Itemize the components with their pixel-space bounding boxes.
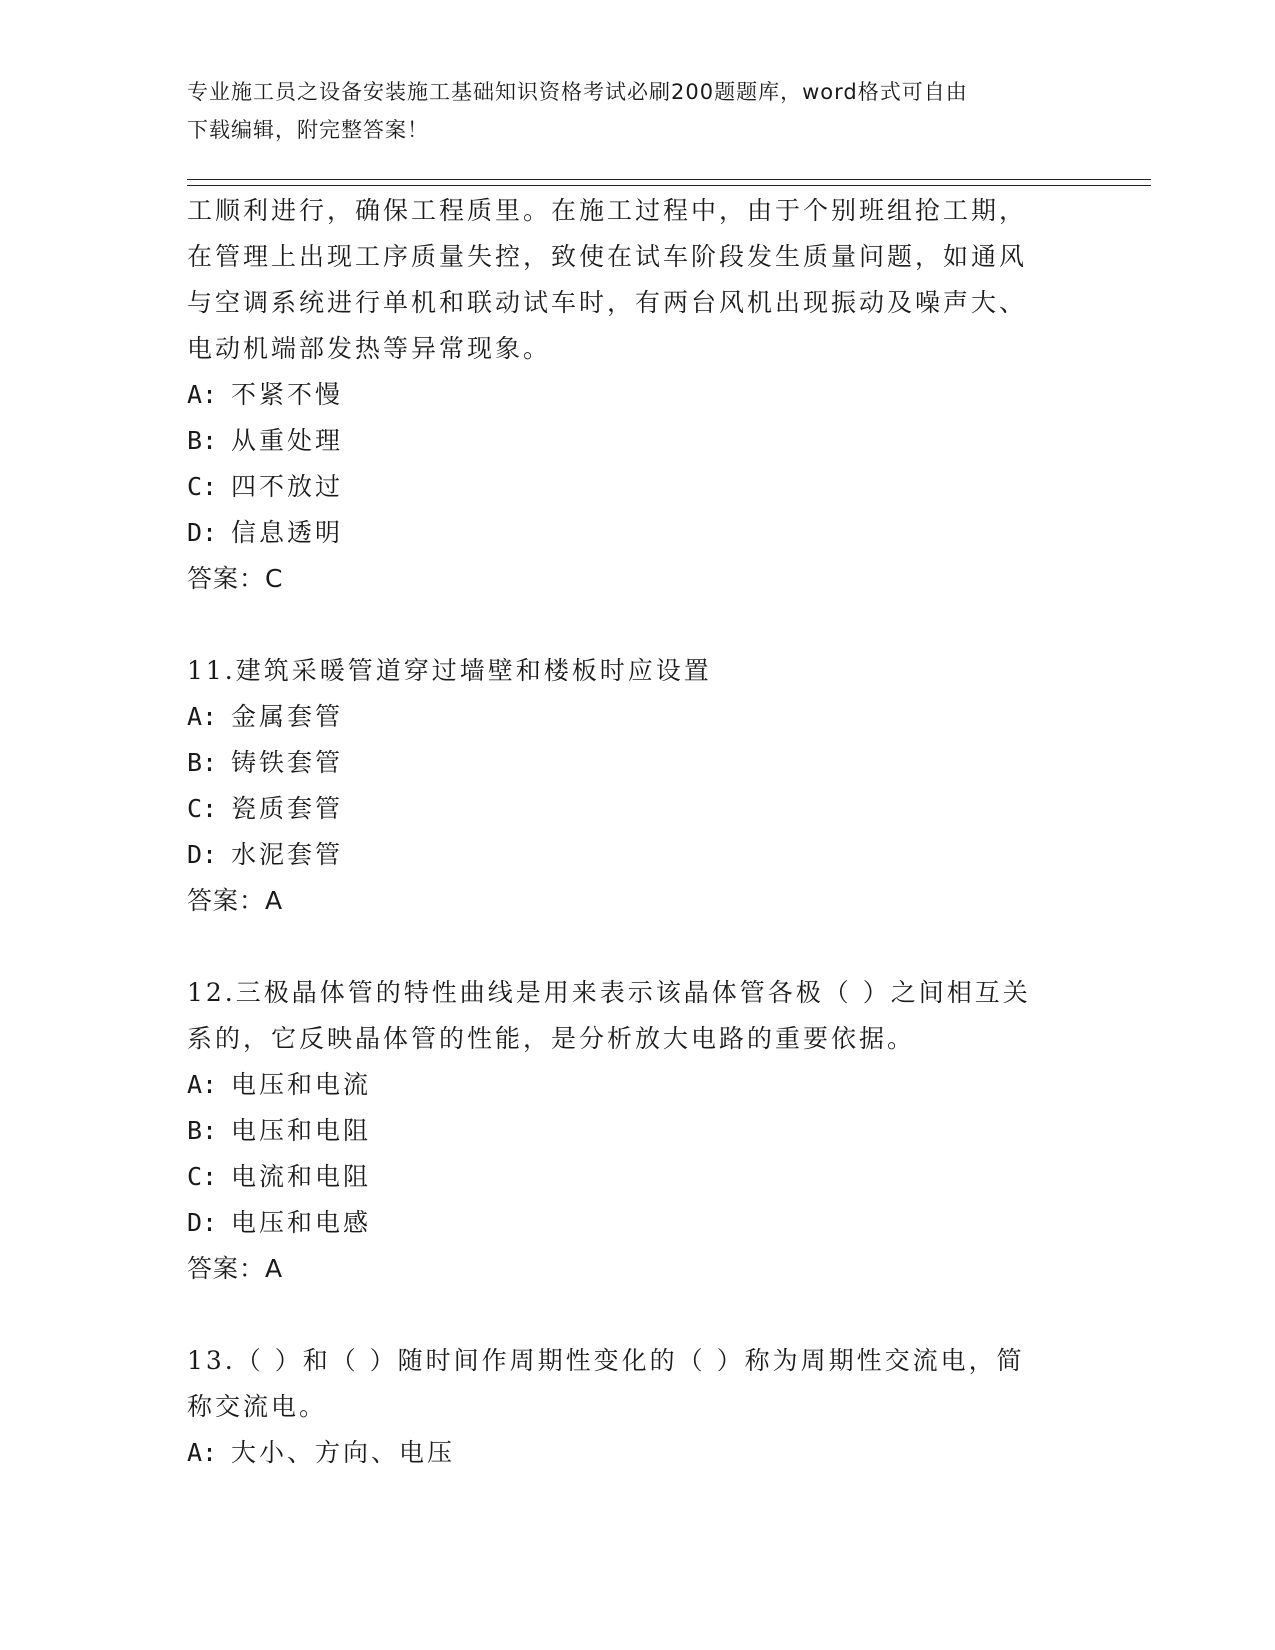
header-line-1: 专业施工员之设备安装施工基础知识资格考试必刷200题题库，word格式可自由 [187,80,968,104]
option-a [187,1430,1087,1476]
option-c [187,786,1087,832]
option-text: 金属套管 [231,702,344,731]
question-text [187,648,1087,694]
option-text: 铸铁套管 [231,748,344,777]
question-text-line: 12.三极晶体管的特性曲线是用来表示该晶体管各极（ ）之间相互关 [187,978,1031,1007]
option-text: 从重处理 [231,426,344,455]
option-text: 瓷质套管 [231,794,344,823]
question-text-line: 系的，它反映晶体管的性能，是分析放大电路的重要依据。 [187,1024,916,1053]
option-letter: A: [187,380,218,409]
option-letter: A: [187,1070,218,1099]
option-text: 电流和电阻 [231,1162,372,1191]
answer-line: 答案：C [187,564,284,593]
option-text: 四不放过 [231,472,344,501]
option-c [187,464,1087,510]
option-letter: A: [187,702,218,731]
question-text-line: 电动机端部发热等异常现象。 [187,334,552,363]
header-divider-top [187,179,1151,180]
question-text-line: 在管理上出现工序质量失控，致使在试车阶段发生质量问题，如通风 [187,242,1028,271]
option-text: 大小、方向、电压 [231,1438,456,1467]
question-text-line: 称交流电。 [187,1392,328,1421]
question-12 [187,970,1087,1292]
option-letter: D: [187,840,218,869]
option-d [187,1200,1087,1246]
question-13 [187,1338,1087,1476]
option-text: 电压和电阻 [231,1116,372,1145]
option-letter: B: [187,748,218,777]
question-text-line: 13.（ ）和（ ）随时间作周期性变化的（ ）称为周期性交流电，简 [187,1346,1025,1375]
question-text-line: 11.建筑采暖管道穿过墙壁和楼板时应设置 [187,656,712,685]
question-10 [187,188,1087,602]
option-d [187,510,1087,556]
question-text [187,1338,1087,1430]
question-text-line: 工顺利进行，确保工程质里。在施工过程中，由于个别班组抢工期， [187,196,1028,225]
option-letter: A: [187,1438,218,1467]
header-divider-bottom [187,185,1151,186]
option-b [187,1108,1087,1154]
answer-line: 答案：A [187,886,284,915]
option-c [187,1154,1087,1200]
option-d [187,832,1087,878]
option-a [187,372,1087,418]
question-text [187,970,1087,1062]
option-b [187,740,1087,786]
answer-line: 答案：A [187,1254,284,1283]
option-text: 电压和电感 [231,1208,372,1237]
spacer [187,602,1087,648]
question-11 [187,648,1087,924]
option-text: 水泥套管 [231,840,344,869]
option-letter: B: [187,1116,218,1145]
spacer [187,924,1087,970]
option-a [187,1062,1087,1108]
option-letter: C: [187,1162,218,1191]
option-letter: C: [187,794,218,823]
option-text: 信息透明 [231,518,344,547]
document-header [187,73,1087,149]
header-line-2: 下载编辑，附完整答案！ [187,118,429,142]
option-a [187,694,1087,740]
option-text: 不紧不慢 [231,380,344,409]
spacer [187,1292,1087,1338]
question-text-line: 与空调系统进行单机和联动试车时，有两台风机出现振动及噪声大、 [187,288,1028,317]
option-letter: D: [187,518,218,547]
question-list [187,188,1087,1476]
option-letter: B: [187,426,218,455]
option-b [187,418,1087,464]
option-text: 电压和电流 [231,1070,372,1099]
question-text [187,188,1087,372]
option-letter: C: [187,472,218,501]
option-letter: D: [187,1208,218,1237]
